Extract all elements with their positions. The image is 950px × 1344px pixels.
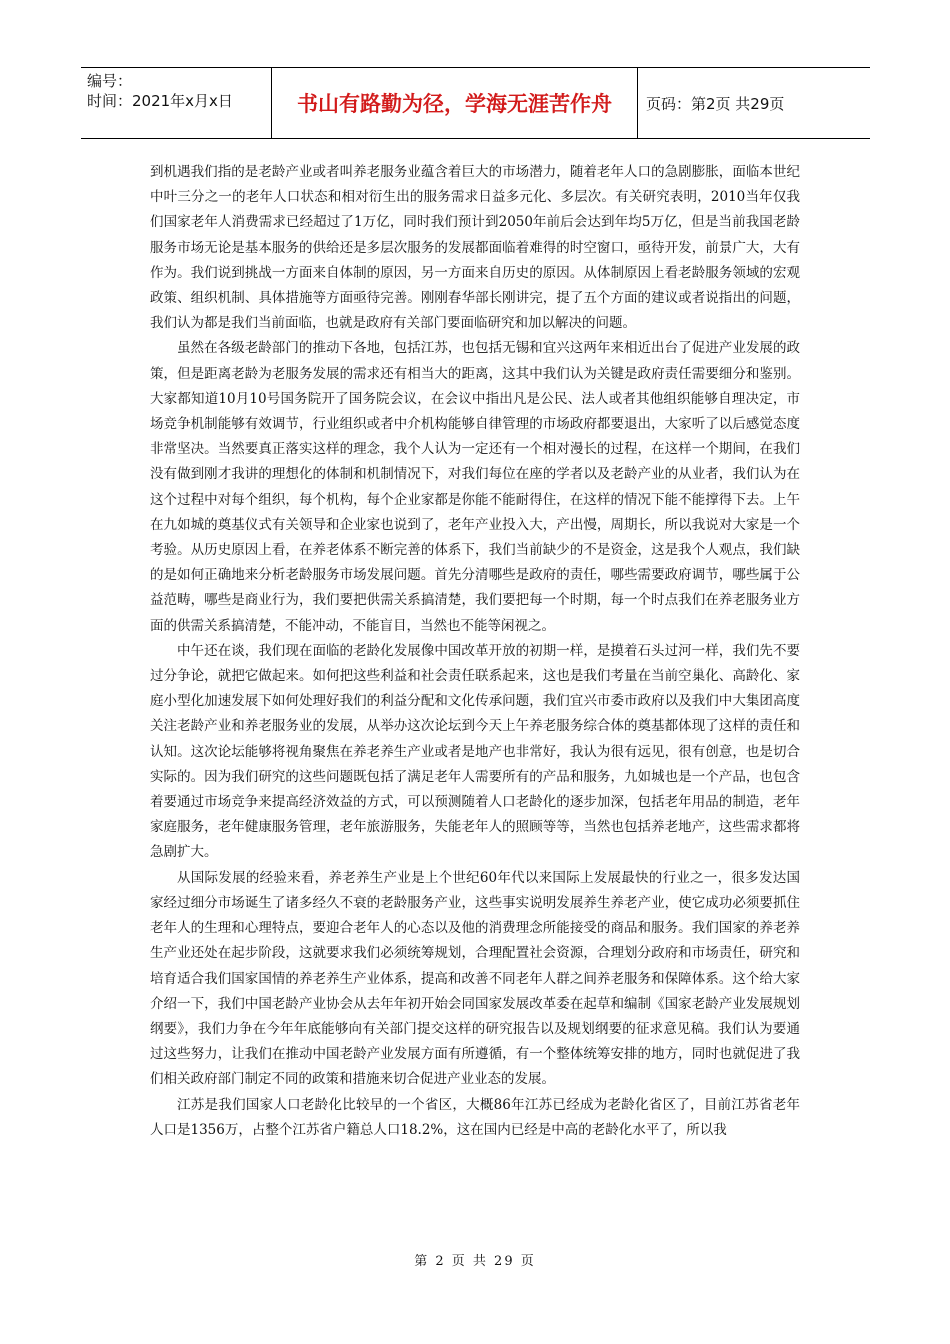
document-body bbox=[150, 160, 800, 1143]
document-date: 时间：2021年x月x日 bbox=[87, 92, 233, 110]
header-motto: 书山有路勤为径，学海无涯苦作舟 bbox=[272, 68, 638, 138]
body-paragraph: 虽然在各级老龄部门的推动下各地，包括江苏，也包括无锡和宜兴这两年来相近出台了促进产业发展的政策，但是距离老龄为老服务发展的需求还有相当大的距离，这其中我们认为关键是政府责任需要细分和鉴别。大家都知道10月10号国务院开了国务院会议，在会议中指出凡是公民、法人或者其他组织能够自理决定，市场竞争机制能够有效调节，行业组织或者中介机构能够自律管理的市场政府都要退出，大家听了以后感觉态度非常坚决。当然要真正落实这样的理念，我个人认为一定还有一个相对漫长的过程，在这样一个期间，在我们没有做到刚才我讲的理想化的体制和机制情况下，对我们每位在座的学者以及老龄产业的从业者，我们认为在这个过程中对每个组织，每个机构，每个企业家都是你能不能耐得住，在这样的情况下能不能撑得下去。上午在九如城的奠基仪式有关领导和企业家也说到了，老年产业投入大，产出慢，周期长，所以我说对大家是一个考验。从历史原因上看，在养老体系不断完善的体系下，我们当前缺少的不是资金，这是我个人观点，我们缺的是如何正确地来分析老龄服务市场发展问题。首先分清哪些是政府的责任，哪些需要政府调节，哪些属于公益范畴，哪些是商业行为，我们要把供需关系搞清楚，我们要把每一个时期，每一个时点我们在养老服务业方面的供需关系搞清楚，不能冲动，不能盲目，当然也不能等闲视之。 bbox=[150, 340, 800, 634]
body-paragraph: 中午还在谈，我们现在面临的老龄化发展像中国改革开放的初期一样，是摸着石头过河一样，我们先不要过分争论，就把它做起来。如何把这些利益和社会责任联系起来，这也是我们考量在当前空巢化、高龄化、家庭小型化加速发展下如何处理好我们的利益分配和文化传承问题，我们宜兴市委市政府以及我们中大集团高度关注老龄产业和养老服务业的发展，从举办这次论坛到今天上午养老服务综合体的奠基都体现了这样的责任和认知。这次论坛能够将视角聚焦在养老养生产业或者是地产也非常好，我认为很有远见，很有创意，也是切合实际的。因为我们研究的这些问题既包括了满足老年人需要所有的产品和服务，九如城也是一个产品，也包含着要通过市场竞争来提高经济效益的方式，可以预测随着人口老龄化的逐步加深，包括老年用品的制造，老年家庭服务，老年健康服务管理，老年旅游服务，失能老年人的照顾等等，当然也包括养老地产，这些需求都将急剧扩大。 bbox=[150, 642, 800, 861]
page-header bbox=[81, 67, 870, 139]
body-paragraph: 从国际发展的经验来看，养老养生产业是上个世纪60年代以来国际上发展最快的行业之一，很多发达国家经过细分市场诞生了诸多经久不衰的老龄服务产业，这些事实说明发展养生养老产业，使它成功必须要抓住老年人的生理和心理特点，要迎合老年人的心态以及他的消费理念所能接受的商品和服务。我们国家的养老养生产业还处在起步阶段，这就要求我们必须统筹规划，合理配置社会资源，合理划分政府和市场责任，研究和培育适合我们国家国情的养老养生产业体系，提高和改善不同老年人群之间养老服务和保障体系。这个给大家介绍一下，我们中国老龄产业协会从去年年初开始会同国家发展改革委在起草和编制《国家老龄产业发展规划纲要》，我们力争在今年年底能够向有关部门提交这样的研究报告以及规划纲要的征求意见稿。我们认为要通过这些努力，让我们在推动中国老龄产业发展方面有所遵循，有一个整体统筹安排的地方，同时也就促进了我们相关政府部门制定不同的政策和措施来切合促进产业业态的发展。 bbox=[150, 869, 800, 1088]
header-meta bbox=[81, 68, 272, 138]
body-paragraph: 到机遇我们指的是老龄产业或者叫养老服务业蕴含着巨大的市场潜力，随着老年人口的急剧膨胀，面临本世纪中叶三分之一的老年人口状态和相对衍生出的服务需求日益多元化、多层次。有关研究表明，2010当年仅我们国家老年人消费需求已经超过了1万亿，同时我们预计到2050年前后会达到年均5万亿，但是当前我国老龄服务市场无论是基本服务的供给还是多层次服务的发展都面临着难得的时空窗口，亟待开发，前景广大，大有作为。我们说到挑战一方面来自体制的原因，另一方面来自历史的原因。从体制原因上看老龄服务领域的宏观政策、组织机制、具体措施等方面亟待完善。刚刚春华部长刚讲完，提了五个方面的建议或者说指出的问题，我们认为都是我们当前面临，也就是政府有关部门要面临研究和加以解决的问题。 bbox=[150, 164, 800, 332]
document-number-label: 编号： bbox=[87, 72, 133, 90]
page-footer: 第 2 页 共 29 页 bbox=[414, 1254, 536, 1269]
body-paragraph: 江苏是我们国家人口老龄化比较早的一个省区，大概86年江苏已经成为老龄化省区了，目前江苏省老年人口是1356万，占整个江苏省户籍总人口18.2%，这在国内已经是中高的老龄化水平了，所以我 bbox=[150, 1096, 800, 1138]
header-page-info: 页码：第2页 共29页 bbox=[646, 94, 785, 113]
